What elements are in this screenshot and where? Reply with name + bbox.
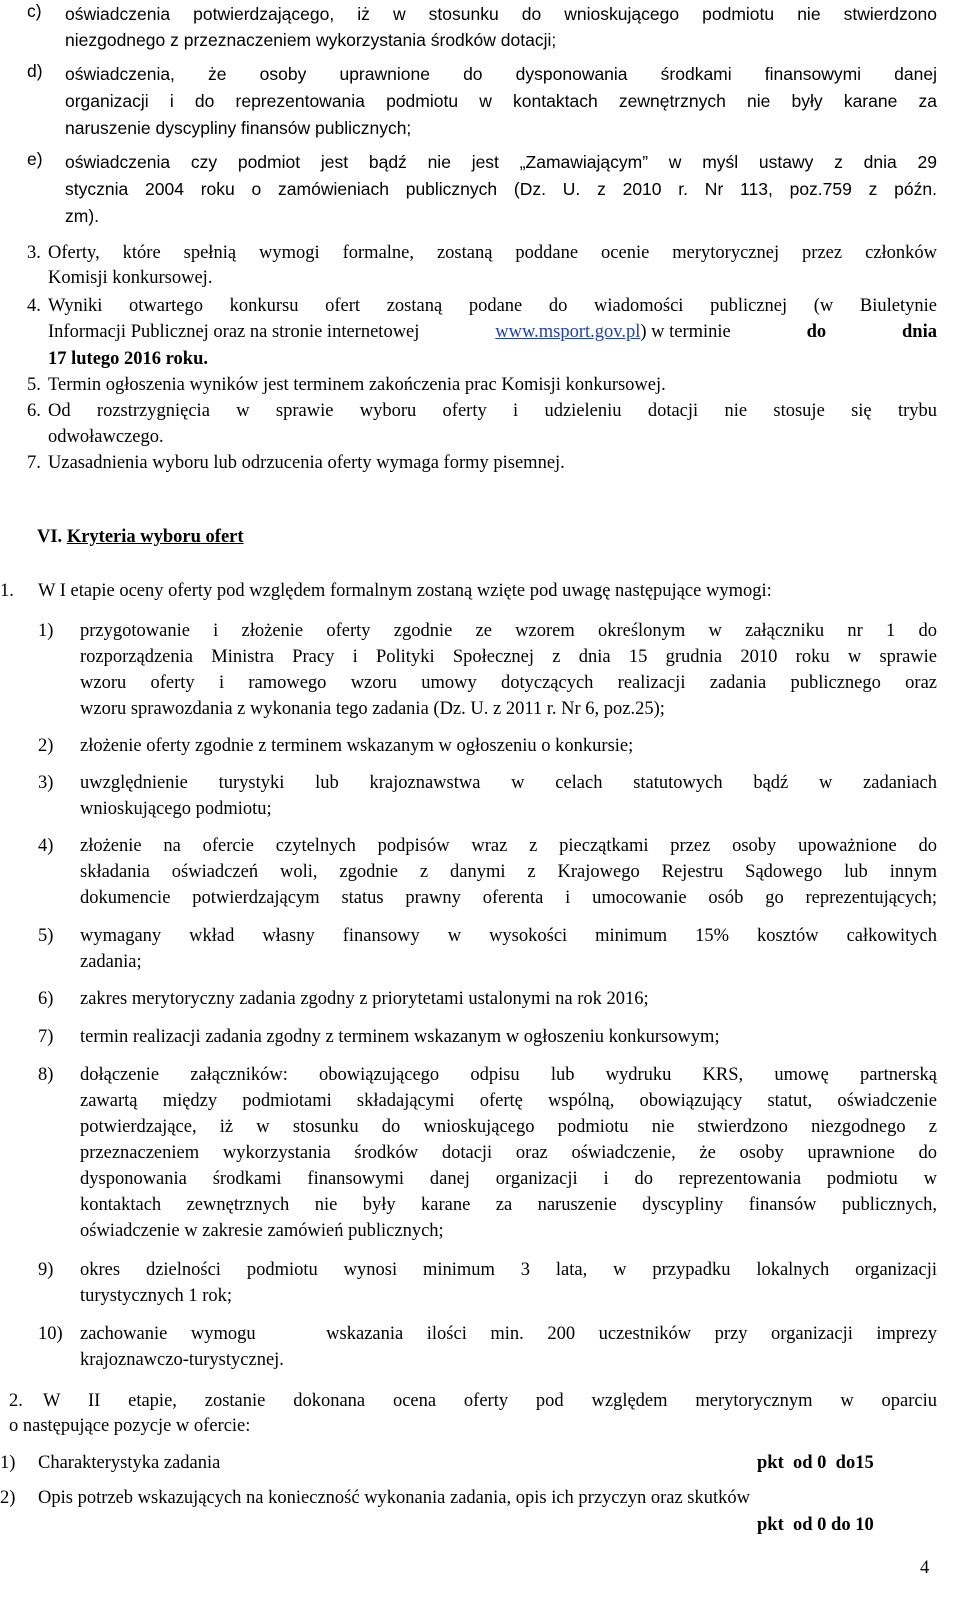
point-number: 3. (27, 243, 41, 263)
criterion-number: 6) (38, 989, 54, 1009)
stage-intro: W I etapie oceny oferty pod względem formalnym zostaną wzięte pod uwagę następujące wymogi: (38, 581, 772, 601)
score-number: 1) (0, 1453, 16, 1473)
item-label: c) (27, 1, 42, 21)
criterion-text: zawartą między podmiotami składającymi ofertę wspólną, obowiązujący statut, oświadczenie (80, 1091, 937, 1111)
page-number: 4 (920, 1558, 930, 1578)
criterion-text: zadania; (80, 952, 142, 972)
point-text-line (48, 319, 937, 345)
criterion-text: złożenie oferty zgodnie z terminem wskazanym w ogłoszeniu o konkursie; (80, 736, 634, 756)
criterion-text: kontaktach zewnętrznych nie były karane za naruszenie dyscypliny finansów publicznych, (80, 1195, 937, 1215)
point-text: Oferty, które spełnią wymogi formalne, zostaną poddane ocenie merytorycznej przez członków (48, 243, 937, 263)
criterion-text: wzoru oferty i ramowego wzoru umowy dotyczących realizacji zadania publicznego oraz (80, 673, 937, 693)
section-heading (37, 524, 244, 550)
section-number: VI. (37, 527, 63, 547)
criterion-text: złożenie na ofercie czytelnych podpisów wraz z pieczątkami przez osoby upoważnione do (80, 836, 937, 856)
item-text: oświadczenia czy podmiot jest bądź nie jest „Zamawiającym” w myśl ustawy z dnia 29 (65, 152, 937, 172)
criterion-text: dysponowania środkami finansowymi danej organizacji i do reprezentowania podmiotu w (80, 1169, 937, 1189)
item-text: oświadczenia, że osoby uprawnione do dysponowania środkami finansowymi danej (65, 64, 937, 84)
item-text: oświadczenia potwierdzającego, iż w stosunku do wnioskującego podmiotu nie stwierdzono (65, 4, 937, 24)
point-text: odwoławczego. (48, 427, 164, 447)
criterion-number: 8) (38, 1065, 54, 1085)
point-text: ) w terminie (640, 322, 731, 342)
criterion-text: termin realizacji zadania zgodny z terminem wskazanym w ogłoszeniu konkursowym; (80, 1027, 720, 1047)
point-text: Uzasadnienia wyboru lub odrzucenia oferty wymaga formy pisemnej. (48, 453, 565, 473)
criterion-text: wzoru sprawozdania z wykonania tego zadania (Dz. U. z 2011 r. Nr 6, poz.25); (80, 699, 665, 719)
criterion-text: okres dzielności podmiotu wynosi minimum 3 lata, w przypadku lokalnych organizacji (80, 1260, 937, 1280)
item-label: d) (27, 61, 43, 81)
score-points: pkt od 0 do15 (757, 1453, 874, 1473)
point-text: Od rozstrzygnięcia w sprawie wyboru oferty i udzieleniu dotacji nie stosuje się trybu (48, 401, 937, 421)
criterion-text: dokumencie potwierdzającym status prawny oferenta i umocowanie osób go reprezentujących; (80, 888, 937, 908)
score-label: Opis potrzeb wskazujących na konieczność wykonania zadania, opis ich przyczyn oraz skutków (38, 1488, 750, 1508)
criterion-text: dołączenie załączników: obowiązującego odpisu lub wydruku KRS, umowę partnerską (80, 1065, 937, 1085)
criterion-text: rozporządzenia Ministra Pracy i Polityki Społecznej z dnia 15 grudnia 2010 roku w sprawie (80, 647, 937, 667)
point-number: 7. (27, 453, 41, 473)
deadline-bold: dnia (902, 322, 937, 342)
msport-link[interactable]: www.msport.gov.pl (495, 322, 641, 342)
criterion-text: turystycznych 1 rok; (80, 1286, 233, 1306)
criterion-number: 3) (38, 773, 54, 793)
score-points: pkt od 0 do 10 (757, 1515, 874, 1535)
criterion-text: składania oświadczeń woli, zgodnie z danymi z Krajowego Rejestru Sądowego lub innym (80, 862, 937, 882)
point-text: Termin ogłoszenia wyników jest terminem zakończenia prac Komisji konkursowej. (48, 375, 666, 395)
item-text: stycznia 2004 roku o zamówieniach publicznych (Dz. U. z 2010 r. Nr 113, poz.759 z późn. (65, 179, 937, 199)
criterion-text: uwzględnienie turystyki lub krajoznawstwa w celach statutowych bądź w zadaniach (80, 773, 937, 793)
criterion-number: 10) (38, 1324, 63, 1344)
stage-number: 2. (9, 1391, 23, 1411)
point-number: 5. (27, 375, 41, 395)
criterion-number: 2) (38, 736, 54, 756)
item-text: naruszenie dyscypliny finansów publicznych; (65, 118, 412, 138)
score-number: 2) (0, 1488, 16, 1508)
item-text: organizacji i do reprezentowania podmiotu w kontaktach zewnętrznych nie były karane za (65, 91, 937, 111)
point-number: 4. (27, 296, 41, 316)
item-text: zm). (65, 206, 100, 226)
criterion-number: 4) (38, 836, 54, 856)
item-label: e) (27, 149, 43, 169)
criterion-text: wnioskującego podmiotu; (80, 799, 272, 819)
deadline-bold: do (806, 322, 827, 342)
stage-number: 1. (0, 581, 14, 601)
criterion-number: 9) (38, 1260, 54, 1280)
criterion-text: oświadczenie w zakresie zamówień publicznych; (80, 1221, 444, 1241)
criterion-text: zachowanie wymogu wskazania ilości min. 200 uczestników przy organizacji imprezy (80, 1324, 937, 1344)
stage-text: o następujące pozycje w ofercie: (9, 1416, 251, 1436)
criterion-text: wymagany wkład własny finansowy w wysokości minimum 15% kosztów całkowitych (80, 926, 937, 946)
criterion-number: 5) (38, 926, 54, 946)
stage-text: W II etapie, zostanie dokonana ocena oferty pod względem merytorycznym w oparciu (43, 1391, 937, 1411)
score-label: Charakterystyka zadania (38, 1453, 221, 1473)
criterion-number: 1) (38, 621, 54, 641)
criterion-text: potwierdzające, iż w stosunku do wnioskującego podmiotu nie stwierdzono niezgodnego z (80, 1117, 937, 1137)
item-text: niezgodnego z przeznaczeniem wykorzystania środków dotacji; (65, 30, 557, 50)
criterion-text: zakres merytoryczny zadania zgodny z priorytetami ustalonymi na rok 2016; (80, 989, 649, 1009)
criterion-number: 7) (38, 1027, 54, 1047)
point-text: Wyniki otwartego konkursu ofert zostaną podane do wiadomości publicznej (w Biuletynie (48, 296, 937, 316)
criterion-text: przeznaczeniem wykorzystania środków dotacji oraz oświadczenie, że osoby uprawnione do (80, 1143, 937, 1163)
criterion-text: przygotowanie i złożenie oferty zgodnie ze wzorem określonym w załączniku nr 1 do (80, 621, 937, 641)
criterion-text: krajoznawczo-turystycznej. (80, 1350, 284, 1370)
section-title: Kryteria wyboru ofert (66, 527, 244, 547)
point-text: Informacji Publicznej oraz na stronie internetowej (48, 322, 420, 342)
deadline-date: 17 lutego 2016 roku. (48, 349, 209, 369)
point-text: Komisji konkursowej. (48, 268, 213, 288)
point-number: 6. (27, 401, 41, 421)
